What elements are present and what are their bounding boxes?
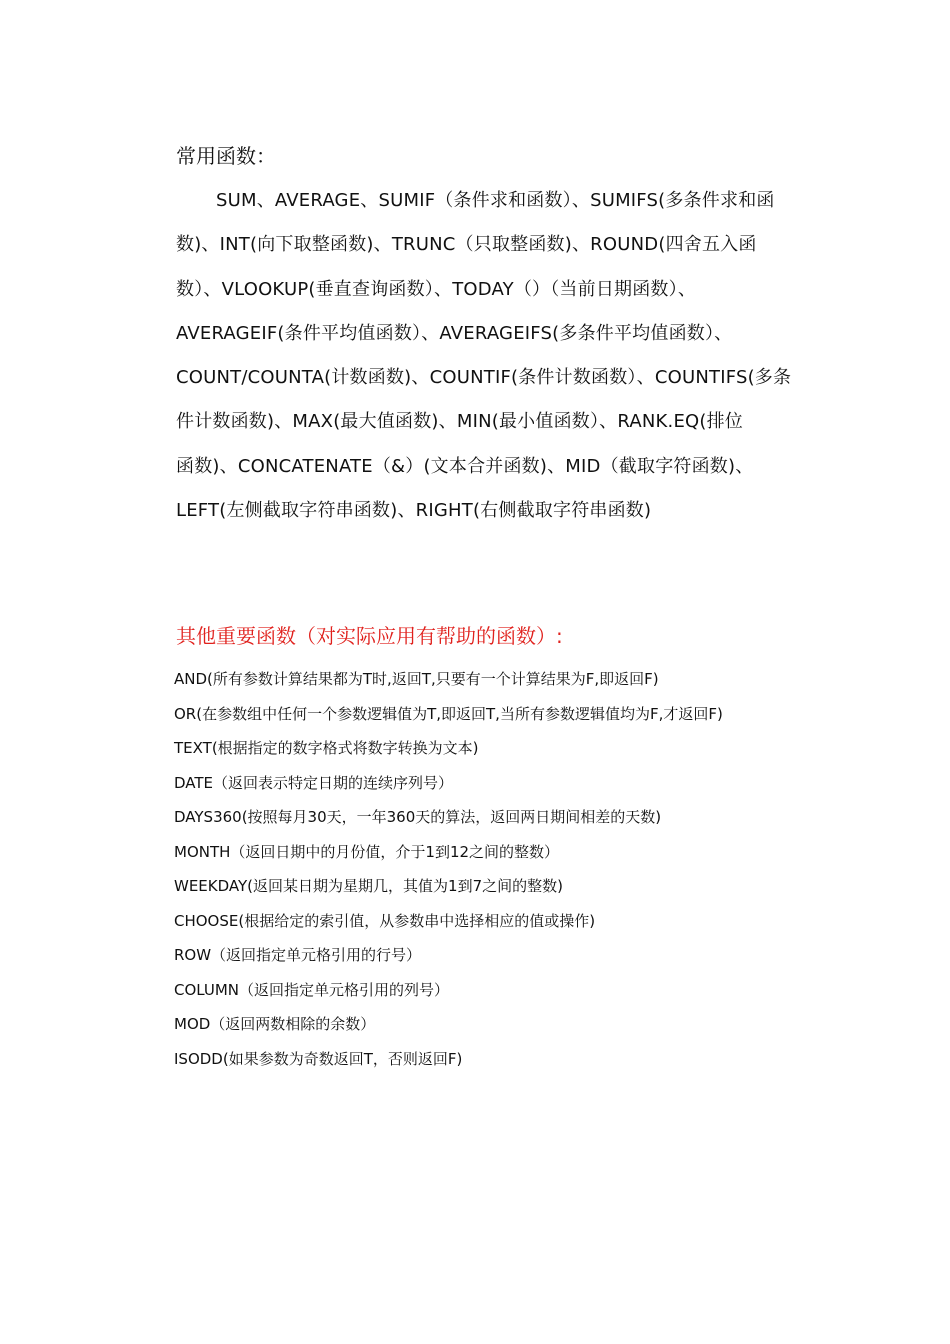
function-item-column: COLUMN（返回指定单元格引用的列号） — [174, 980, 450, 999]
paragraph-line: SUM、AVERAGE、SUMIF（条件求和函数）、SUMIFS(多条件求和函 — [216, 190, 775, 211]
function-item-row: ROW（返回指定单元格引用的行号） — [174, 946, 422, 964]
common-functions-title: 常用函数： — [176, 144, 276, 168]
function-item-isodd: ISODD(如果参数为奇数返回T，否则返回F) — [174, 1049, 463, 1068]
paragraph-line: 数)、INT(向下取整函数)、TRUNC（只取整函数)、ROUND(四舍五入函 — [176, 234, 757, 256]
paragraph-line: AVERAGEIF(条件平均值函数）、AVERAGEIFS(多条件平均值函数）、 — [176, 322, 733, 344]
common-functions-paragraph — [176, 182, 792, 536]
function-item-choose: CHOOSE(根据给定的索引值，从参数串中选择相应的值或操作) — [174, 911, 596, 930]
function-item-weekday: WEEKDAY(返回某日期为星期几，其值为1到7之间的整数) — [174, 877, 563, 895]
paragraph-line: 数）、VLOOKUP(垂直查询函数）、TODAY（）（当前日期函数）、 — [176, 278, 697, 300]
function-item-or: OR(在参数组中任何一个参数逻辑值为T,即返回T,当所有参数逻辑值均为F,才返回F) — [174, 704, 723, 723]
function-item-date: DATE（返回表示特定日期的连续序列号） — [174, 773, 454, 792]
paragraph-line: 函数)、CONCATENATE（&）(文本合并函数)、MID（截取字符函数)、 — [176, 455, 754, 477]
paragraph-line: COUNT/COUNTA(计数函数)、COUNTIF(条件计数函数）、COUNTIFS(多条 — [176, 367, 792, 389]
other-functions-title: 其他重要函数（对实际应用有帮助的函数）: — [176, 624, 563, 648]
function-item-days360: DAYS360(按照每月30天，一年360天的算法，返回两日期间相差的天数) — [174, 808, 662, 826]
function-item-and: AND(所有参数计算结果都为T时,返回T,只要有一个计算结果为F,即返回F) — [174, 670, 659, 688]
paragraph-line: LEFT(左侧截取字符串函数)、RIGHT(右侧截取字符串函数) — [176, 500, 652, 522]
paragraph-line: 件计数函数)、MAX(最大值函数)、MIN(最小值函数）、RANK.EQ(排位 — [176, 411, 744, 433]
function-item-month: MONTH（返回日期中的月份值，介于1到12之间的整数） — [174, 842, 560, 861]
other-functions-list — [174, 668, 784, 1082]
function-item-mod: MOD（返回两数相除的余数） — [174, 1015, 376, 1033]
function-item-text: TEXT(根据指定的数字格式将数字转换为文本) — [174, 739, 479, 757]
